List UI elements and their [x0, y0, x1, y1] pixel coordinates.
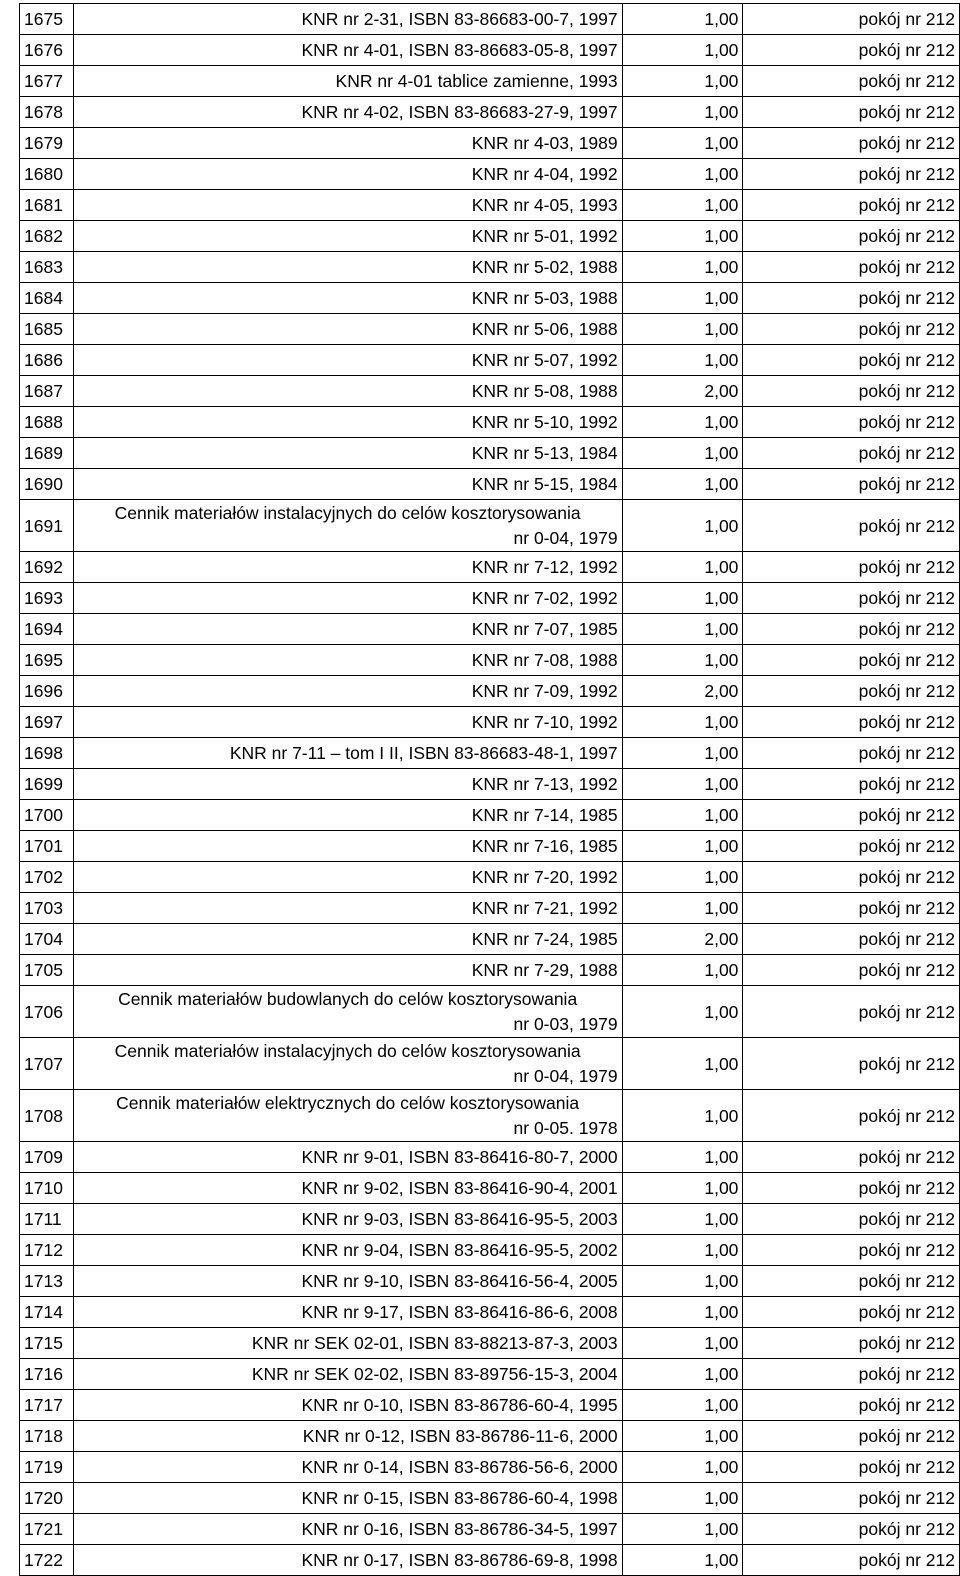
row-number-cell: 1707 — [20, 1038, 74, 1090]
title-cell: KNR nr 9-04, ISBN 83-86416-95-5, 2002 — [73, 1235, 622, 1266]
row-number-cell: 1691 — [20, 500, 74, 552]
row-number-cell: 1690 — [20, 469, 74, 500]
row-number-cell: 1705 — [20, 955, 74, 986]
title-cell: KNR nr 5-10, 1992 — [73, 407, 622, 438]
location-cell: pokój nr 212 — [743, 190, 960, 221]
title-cell: KNR nr 0-12, ISBN 83-86786-11-6, 2000 — [73, 1421, 622, 1452]
row-number-cell: 1717 — [20, 1390, 74, 1421]
location-cell: pokój nr 212 — [743, 800, 960, 831]
quantity-cell: 1,00 — [622, 190, 743, 221]
title-cell: KNR nr 4-01 tablice zamienne, 1993 — [73, 66, 622, 97]
title-cell: KNR nr 5-03, 1988 — [73, 283, 622, 314]
row-number-cell: 1698 — [20, 738, 74, 769]
quantity-cell: 1,00 — [622, 955, 743, 986]
location-cell: pokój nr 212 — [743, 1452, 960, 1483]
table-row — [20, 676, 960, 707]
title-cell — [73, 986, 622, 1038]
table-row — [20, 893, 960, 924]
quantity-cell: 1,00 — [622, 221, 743, 252]
location-cell: pokój nr 212 — [743, 1390, 960, 1421]
row-number-cell: 1697 — [20, 707, 74, 738]
location-cell: pokój nr 212 — [743, 1235, 960, 1266]
title-cell: KNR nr 9-02, ISBN 83-86416-90-4, 2001 — [73, 1173, 622, 1204]
row-number-cell: 1684 — [20, 283, 74, 314]
location-cell: pokój nr 212 — [743, 1359, 960, 1390]
row-number-cell: 1677 — [20, 66, 74, 97]
row-number-cell: 1687 — [20, 376, 74, 407]
location-cell: pokój nr 212 — [743, 614, 960, 645]
title-cell: KNR nr 0-15, ISBN 83-86786-60-4, 1998 — [73, 1483, 622, 1514]
quantity-cell: 1,00 — [622, 97, 743, 128]
location-cell: pokój nr 212 — [743, 831, 960, 862]
table-row — [20, 1090, 960, 1142]
quantity-cell: 2,00 — [622, 376, 743, 407]
location-cell: pokój nr 212 — [743, 376, 960, 407]
title-cell: KNR nr 7-13, 1992 — [73, 769, 622, 800]
quantity-cell: 1,00 — [622, 1235, 743, 1266]
row-number-cell: 1708 — [20, 1090, 74, 1142]
location-cell: pokój nr 212 — [743, 1297, 960, 1328]
row-number-cell: 1700 — [20, 800, 74, 831]
location-cell: pokój nr 212 — [743, 1328, 960, 1359]
title-text-block — [78, 987, 618, 1037]
row-number-cell: 1678 — [20, 97, 74, 128]
table-row — [20, 407, 960, 438]
row-number-cell: 1695 — [20, 645, 74, 676]
location-cell: pokój nr 212 — [743, 407, 960, 438]
quantity-cell: 1,00 — [622, 552, 743, 583]
table-row — [20, 283, 960, 314]
row-number-cell: 1686 — [20, 345, 74, 376]
row-number-cell: 1722 — [20, 1545, 74, 1576]
title-cell: KNR nr 7-10, 1992 — [73, 707, 622, 738]
title-cell — [73, 500, 622, 552]
location-cell: pokój nr 212 — [743, 738, 960, 769]
quantity-cell: 1,00 — [622, 800, 743, 831]
title-cell: KNR nr 7-02, 1992 — [73, 583, 622, 614]
title-cell: KNR nr 9-03, ISBN 83-86416-95-5, 2003 — [73, 1204, 622, 1235]
quantity-cell: 1,00 — [622, 283, 743, 314]
row-number-cell: 1711 — [20, 1204, 74, 1235]
location-cell: pokój nr 212 — [743, 893, 960, 924]
location-cell: pokój nr 212 — [743, 1483, 960, 1514]
quantity-cell: 1,00 — [622, 500, 743, 552]
location-cell: pokój nr 212 — [743, 35, 960, 66]
table-row — [20, 1266, 960, 1297]
table-row — [20, 645, 960, 676]
title-cell — [73, 1090, 622, 1142]
table-row — [20, 1204, 960, 1235]
title-line-2: nr 0-03, 1979 — [513, 1013, 618, 1034]
title-cell: KNR nr SEK 02-01, ISBN 83-88213-87-3, 2003 — [73, 1328, 622, 1359]
quantity-cell: 1,00 — [622, 438, 743, 469]
inventory-table — [19, 3, 960, 1576]
title-cell: KNR nr 4-04, 1992 — [73, 159, 622, 190]
quantity-cell: 1,00 — [622, 1452, 743, 1483]
quantity-cell: 1,00 — [622, 345, 743, 376]
location-cell: pokój nr 212 — [743, 707, 960, 738]
location-cell: pokój nr 212 — [743, 1545, 960, 1576]
location-cell: pokój nr 212 — [743, 1090, 960, 1142]
table-row — [20, 831, 960, 862]
title-cell: KNR nr 0-17, ISBN 83-86786-69-8, 1998 — [73, 1545, 622, 1576]
table-row — [20, 35, 960, 66]
table-row — [20, 769, 960, 800]
quantity-cell: 1,00 — [622, 1297, 743, 1328]
quantity-cell: 1,00 — [622, 1204, 743, 1235]
title-cell: KNR nr 0-14, ISBN 83-86786-56-6, 2000 — [73, 1452, 622, 1483]
title-cell: KNR nr 7-20, 1992 — [73, 862, 622, 893]
table-row — [20, 924, 960, 955]
table-row — [20, 1390, 960, 1421]
quantity-cell: 1,00 — [622, 707, 743, 738]
table-row — [20, 376, 960, 407]
row-number-cell: 1685 — [20, 314, 74, 345]
quantity-cell: 1,00 — [622, 128, 743, 159]
location-cell: pokój nr 212 — [743, 500, 960, 552]
table-row — [20, 862, 960, 893]
table-row — [20, 66, 960, 97]
location-cell: pokój nr 212 — [743, 66, 960, 97]
quantity-cell: 1,00 — [622, 769, 743, 800]
table-row — [20, 800, 960, 831]
quantity-cell: 1,00 — [622, 35, 743, 66]
table-row — [20, 4, 960, 35]
quantity-cell: 1,00 — [622, 614, 743, 645]
quantity-cell: 1,00 — [622, 407, 743, 438]
row-number-cell: 1710 — [20, 1173, 74, 1204]
location-cell: pokój nr 212 — [743, 97, 960, 128]
title-cell: KNR nr 9-10, ISBN 83-86416-56-4, 2005 — [73, 1266, 622, 1297]
row-number-cell: 1712 — [20, 1235, 74, 1266]
table-row — [20, 97, 960, 128]
title-cell: KNR nr 4-05, 1993 — [73, 190, 622, 221]
table-row — [20, 986, 960, 1038]
quantity-cell: 1,00 — [622, 1359, 743, 1390]
quantity-cell: 1,00 — [622, 1142, 743, 1173]
location-cell: pokój nr 212 — [743, 1173, 960, 1204]
row-number-cell: 1702 — [20, 862, 74, 893]
row-number-cell: 1681 — [20, 190, 74, 221]
table-row — [20, 500, 960, 552]
table-row — [20, 738, 960, 769]
title-cell: KNR nr 0-16, ISBN 83-86786-34-5, 1997 — [73, 1514, 622, 1545]
row-number-cell: 1716 — [20, 1359, 74, 1390]
title-text-block — [78, 1091, 618, 1141]
title-cell: KNR nr 5-08, 1988 — [73, 376, 622, 407]
quantity-cell: 1,00 — [622, 645, 743, 676]
row-number-cell: 1694 — [20, 614, 74, 645]
row-number-cell: 1693 — [20, 583, 74, 614]
row-number-cell: 1719 — [20, 1452, 74, 1483]
location-cell: pokój nr 212 — [743, 345, 960, 376]
row-number-cell: 1703 — [20, 893, 74, 924]
table-row — [20, 159, 960, 190]
location-cell: pokój nr 212 — [743, 645, 960, 676]
location-cell: pokój nr 212 — [743, 1204, 960, 1235]
quantity-cell: 1,00 — [622, 159, 743, 190]
row-number-cell: 1688 — [20, 407, 74, 438]
row-number-cell: 1689 — [20, 438, 74, 469]
title-cell: KNR nr 5-13, 1984 — [73, 438, 622, 469]
title-line-2: nr 0-05. 1978 — [513, 1117, 618, 1138]
quantity-cell: 1,00 — [622, 986, 743, 1038]
table-row — [20, 1297, 960, 1328]
table-row — [20, 1545, 960, 1576]
title-cell: KNR nr 7-12, 1992 — [73, 552, 622, 583]
quantity-cell: 1,00 — [622, 4, 743, 35]
table-row — [20, 314, 960, 345]
table-row — [20, 1328, 960, 1359]
location-cell: pokój nr 212 — [743, 862, 960, 893]
quantity-cell: 1,00 — [622, 1421, 743, 1452]
location-cell: pokój nr 212 — [743, 283, 960, 314]
title-line-2: nr 0-04, 1979 — [513, 1065, 618, 1086]
location-cell: pokój nr 212 — [743, 1266, 960, 1297]
row-number-cell: 1679 — [20, 128, 74, 159]
title-cell: KNR nr 7-08, 1988 — [73, 645, 622, 676]
table-row — [20, 345, 960, 376]
row-number-cell: 1706 — [20, 986, 74, 1038]
location-cell: pokój nr 212 — [743, 955, 960, 986]
title-cell: KNR nr SEK 02-02, ISBN 83-89756-15-3, 2004 — [73, 1359, 622, 1390]
title-text-block — [78, 501, 618, 551]
title-line-1: Cennik materiałów elektrycznych do celów kosztorysowania — [116, 1092, 580, 1113]
title-cell: KNR nr 5-02, 1988 — [73, 252, 622, 283]
row-number-cell: 1699 — [20, 769, 74, 800]
location-cell: pokój nr 212 — [743, 552, 960, 583]
table-row — [20, 221, 960, 252]
row-number-cell: 1701 — [20, 831, 74, 862]
row-number-cell: 1721 — [20, 1514, 74, 1545]
quantity-cell: 1,00 — [622, 66, 743, 97]
table-row — [20, 469, 960, 500]
table-row — [20, 614, 960, 645]
location-cell: pokój nr 212 — [743, 986, 960, 1038]
title-cell — [73, 1038, 622, 1090]
row-number-cell: 1714 — [20, 1297, 74, 1328]
table-row — [20, 1421, 960, 1452]
quantity-cell: 1,00 — [622, 583, 743, 614]
row-number-cell: 1692 — [20, 552, 74, 583]
quantity-cell: 1,00 — [622, 1328, 743, 1359]
table-row — [20, 1452, 960, 1483]
quantity-cell: 1,00 — [622, 1390, 743, 1421]
location-cell: pokój nr 212 — [743, 221, 960, 252]
row-number-cell: 1713 — [20, 1266, 74, 1297]
row-number-cell: 1682 — [20, 221, 74, 252]
location-cell: pokój nr 212 — [743, 438, 960, 469]
row-number-cell: 1718 — [20, 1421, 74, 1452]
table-row — [20, 252, 960, 283]
location-cell: pokój nr 212 — [743, 252, 960, 283]
row-number-cell: 1709 — [20, 1142, 74, 1173]
table-row — [20, 1359, 960, 1390]
title-line-1: Cennik materiałów instalacyjnych do celów kosztorysowania — [114, 502, 581, 523]
location-cell: pokój nr 212 — [743, 1142, 960, 1173]
location-cell: pokój nr 212 — [743, 1514, 960, 1545]
location-cell: pokój nr 212 — [743, 128, 960, 159]
title-cell: KNR nr 5-01, 1992 — [73, 221, 622, 252]
title-cell: KNR nr 2-31, ISBN 83-86683-00-7, 1997 — [73, 4, 622, 35]
table-row — [20, 190, 960, 221]
quantity-cell: 1,00 — [622, 252, 743, 283]
location-cell: pokój nr 212 — [743, 314, 960, 345]
quantity-cell: 1,00 — [622, 1545, 743, 1576]
row-number-cell: 1696 — [20, 676, 74, 707]
row-number-cell: 1680 — [20, 159, 74, 190]
title-cell: KNR nr 5-15, 1984 — [73, 469, 622, 500]
table-row — [20, 1483, 960, 1514]
table-row — [20, 1235, 960, 1266]
title-line-1: Cennik materiałów instalacyjnych do celów kosztorysowania — [114, 1040, 581, 1061]
table-row — [20, 707, 960, 738]
location-cell: pokój nr 212 — [743, 1038, 960, 1090]
title-cell: KNR nr 0-10, ISBN 83-86786-60-4, 1995 — [73, 1390, 622, 1421]
quantity-cell: 1,00 — [622, 469, 743, 500]
inventory-table-body — [20, 4, 960, 1576]
quantity-cell: 1,00 — [622, 1038, 743, 1090]
location-cell: pokój nr 212 — [743, 469, 960, 500]
quantity-cell: 1,00 — [622, 1514, 743, 1545]
row-number-cell: 1720 — [20, 1483, 74, 1514]
location-cell: pokój nr 212 — [743, 1421, 960, 1452]
table-row — [20, 128, 960, 159]
title-line-1: Cennik materiałów budowlanych do celów kosztorysowania — [118, 988, 578, 1009]
location-cell: pokój nr 212 — [743, 769, 960, 800]
title-text-block — [78, 1039, 618, 1089]
quantity-cell: 1,00 — [622, 1090, 743, 1142]
table-row — [20, 552, 960, 583]
quantity-cell: 1,00 — [622, 738, 743, 769]
location-cell: pokój nr 212 — [743, 676, 960, 707]
title-cell: KNR nr 7-09, 1992 — [73, 676, 622, 707]
quantity-cell: 1,00 — [622, 1483, 743, 1514]
title-cell: KNR nr 7-29, 1988 — [73, 955, 622, 986]
quantity-cell: 1,00 — [622, 1266, 743, 1297]
title-cell: KNR nr 7-24, 1985 — [73, 924, 622, 955]
table-row — [20, 1038, 960, 1090]
table-row — [20, 438, 960, 469]
table-row — [20, 1173, 960, 1204]
table-row — [20, 583, 960, 614]
title-cell: KNR nr 9-01, ISBN 83-86416-80-7, 2000 — [73, 1142, 622, 1173]
table-row — [20, 1514, 960, 1545]
title-cell: KNR nr 7-21, 1992 — [73, 893, 622, 924]
row-number-cell: 1715 — [20, 1328, 74, 1359]
title-cell: KNR nr 4-01, ISBN 83-86683-05-8, 1997 — [73, 35, 622, 66]
quantity-cell: 2,00 — [622, 676, 743, 707]
title-line-2: nr 0-04, 1979 — [513, 527, 618, 548]
title-cell: KNR nr 7-11 – tom I II, ISBN 83-86683-48-1, 1997 — [73, 738, 622, 769]
title-cell: KNR nr 4-03, 1989 — [73, 128, 622, 159]
title-cell: KNR nr 9-17, ISBN 83-86416-86-6, 2008 — [73, 1297, 622, 1328]
quantity-cell: 1,00 — [622, 1173, 743, 1204]
location-cell: pokój nr 212 — [743, 159, 960, 190]
title-cell: KNR nr 4-02, ISBN 83-86683-27-9, 1997 — [73, 97, 622, 128]
location-cell: pokój nr 212 — [743, 583, 960, 614]
table-row — [20, 955, 960, 986]
quantity-cell: 1,00 — [622, 314, 743, 345]
quantity-cell: 1,00 — [622, 893, 743, 924]
title-cell: KNR nr 7-14, 1985 — [73, 800, 622, 831]
table-row — [20, 1142, 960, 1173]
title-cell: KNR nr 7-16, 1985 — [73, 831, 622, 862]
quantity-cell: 2,00 — [622, 924, 743, 955]
title-cell: KNR nr 5-07, 1992 — [73, 345, 622, 376]
location-cell: pokój nr 212 — [743, 4, 960, 35]
title-cell: KNR nr 7-07, 1985 — [73, 614, 622, 645]
row-number-cell: 1683 — [20, 252, 74, 283]
row-number-cell: 1675 — [20, 4, 74, 35]
row-number-cell: 1676 — [20, 35, 74, 66]
quantity-cell: 1,00 — [622, 831, 743, 862]
location-cell: pokój nr 212 — [743, 924, 960, 955]
row-number-cell: 1704 — [20, 924, 74, 955]
title-cell: KNR nr 5-06, 1988 — [73, 314, 622, 345]
quantity-cell: 1,00 — [622, 862, 743, 893]
